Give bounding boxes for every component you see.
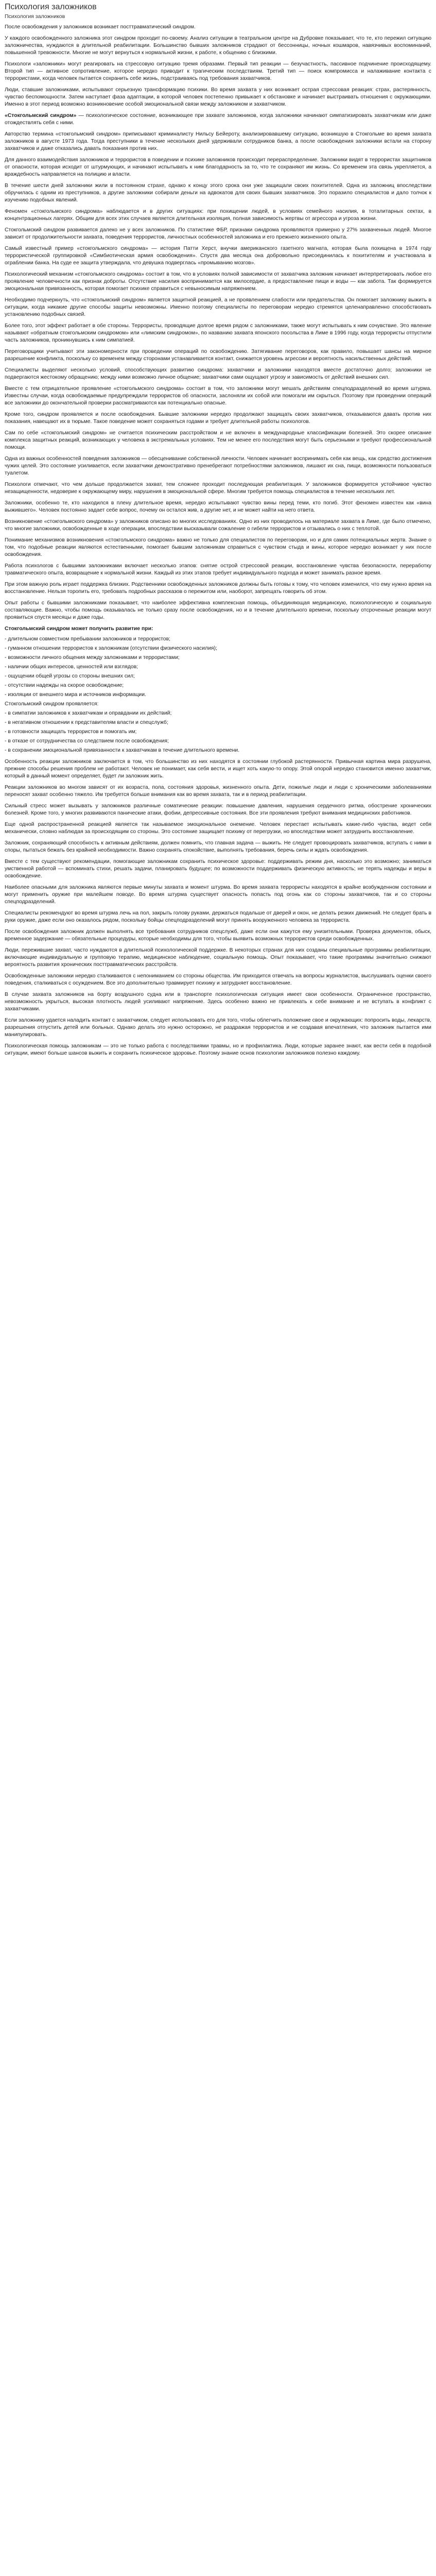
list-item: - ощущении общей угрозы со стороны внешних сил; (5, 673, 135, 679)
paragraph: Наиболее опасными для заложника являются первые минуты захвата и момент штурма. Во время захвата террористы находятся в крайне возбужденном состоянии и могут применить оружие при малейшем поводе. Во время штурма существует опасность попасть под огонь как со стороны захватчиков, так и со стороны спецподразделений. (5, 885, 431, 905)
paragraph: Кроме того, синдром проявляется и после освобождения. Бывшие заложники нередко продолжают защищать своих захватчиков, отказываются давать против них показания, навещают их в тюрьме. Такое поведение может сохраняться годами и требует длительной работы психологов. (5, 412, 431, 425)
paragraph: Психологи «заложники» могут реагировать на стрессовую ситуацию тремя образами. Первый тип реакции — безучастность, пассивное подчинение происходящему. Второй тип — активное сопротивление, которое нередко приводит к трагическим последствиям. Третий тип — поиск компромисса и налаживание контакта с террористами, когда человек пытается сохранить себе жизнь, подстраиваясь под требования захватчиков. (5, 61, 431, 81)
document-page (0, 0, 436, 1065)
page-subtitle: Психология заложников (5, 13, 65, 20)
paragraph: Вместе с тем отрицательное проявление «стокгольмского синдрома» состоит в том, что заложники могут мешать действиям спецподразделений во время штурма. Известны случаи, когда освобождаемые предупреждали террористов об опасности, заслоняли их собой или помогали им скрыться. Поэтому при проведении операций все заложники до окончательной проверки рассматриваются как потенциально опасные. (5, 386, 431, 406)
paragraph: Одна из важных особенностей поведения заложников — обесценивание собственной личности. Человек начинает воспринимать себя как вещь, как средство достижения чужих целей. Это состояние усиливается, если захватчики демонстративно пренебрегают потребностями заложников, лишают их сна, пищи, возможности пользоваться туалетом. (5, 456, 431, 476)
list-item: - в симпатии заложников к захватчикам и оправдании их действий; (5, 710, 172, 716)
paragraph: Еще одной распространенной реакцией является так называемое эмоциональное онемение. Человек перестает испытывать какие-либо чувства, ведет себя механически, словно наблюдая за происходящим со стороны. Это состояние защищает психику от перегрузки, но впоследствии может затруднить восстановление. (5, 822, 431, 835)
paragraph: В течение шести дней заложники жили в постоянном страхе, однако к концу этого срока они уже защищали своих похитителей. Одна из заложниц впоследствии обручилась с одним из преступников, а другие заложники собирали деньги на адвокатов для своих бывших захватчиков. Это поразило специалистов и дало толчок к изучению подобных явлений. (5, 183, 431, 203)
list-item: - в сохранении эмоциональной привязанности к захватчикам в течение длительного времени. (5, 748, 240, 753)
paragraph: Сам по себе «стокгольмский синдром» не считается психическим расстройством и не включен в международные классификации болезней. Это скорее описание комплекса защитных реакций, возникающих у человека в экстремальных условиях. Тем не менее его последствия могут быть серьезными и требуют профессиональной помощи. (5, 430, 431, 450)
paragraph: Заложник, сохраняющий способность к активным действиям, должен помнить, что главная задача — выжить. Не следует провоцировать захватчиков, вступать с ними в споры, пытаться бежать без крайней необходимости. Важно сохранять спокойствие, выполнять требования, беречь силы и ждать освобождения. (5, 840, 431, 853)
paragraph: Специалисты выделяют несколько условий, способствующих развитию синдрома: захватчики и заложники находятся вместе достаточно долго; заложники не подвергаются жестокому обращению; между ними возможно личное общение; захватчики сами ощущают угрозу и зависимость от действий внешних сил. (5, 367, 431, 380)
paragraph: Возникновение «стокгольмского синдрома» у заложников описано во многих исследованиях. Одно из них проводилось на материале захвата в Лиме, где было отмечено, что многие заложники, освобожденные в ходе операции, впоследствии высказывали сожаление о гибели террористов и отзывались о них с теплотой. (5, 519, 431, 532)
paragraph: При этом важную роль играет поддержка близких. Родственники освобожденных заложников должны быть готовы к тому, что человек изменился, что ему нужно время на восстановление. Нельзя торопить его, требовать подробных рассказов о пережитом или, наоборот, запрещать говорить об этом. (5, 582, 431, 595)
paragraph: Вместе с тем существуют рекомендации, помогающие заложникам сохранить психическое здоровье: поддерживать режим дня, насколько это возможно; заниматься умственной работой — вспоминать стихи, решать задачи, планировать будущее; по возможности поддерживать физическую активность; не терять надежды и веры в освобождение. (5, 859, 431, 879)
paragraph: Для данного взаимодействия заложников и террористов в поведении и психике заложников происходит перераспределение. Заложники видят в террористах защитников от опасности, которая исходит от штурмующих, и начинают испытывать к ним благодарность за то, что те сохраняют им жизнь. Со временем эта связь укрепляется, а враждебность направляется на полицию и власти. (5, 157, 431, 177)
paragraph: Стокгольмский синдром развивается далеко не у всех заложников. По статистике ФБР, признаки синдрома проявляются примерно у 27% захваченных людей. Многое зависит от продолжительности захвата, поведения террористов, личностных особенностей заложника и его прежнего жизненного опыта. (5, 227, 431, 240)
paragraph: После освобождения у заложников возникает посттравматический синдром. (5, 24, 196, 30)
list-item: - длительном совместном пребывании заложников и террористов; (5, 636, 170, 642)
paragraph: Реакции заложников во многом зависят от их возраста, пола, состояния здоровья, жизненного опыта. Дети, пожилые люди и люди с хроническими заболеваниями переносят захват особенно тяжело. Им требуется больше внимания как во время захвата, так и в период реабилитации. (5, 785, 431, 798)
paragraph: Психологический механизм «стокгольмского синдрома» состоит в том, что в условиях полной зависимости от захватчика заложник начинает интерпретировать любое его проявление человечности как признак доброты. Отсутствие насилия воспринимается как милосердие, а предоставление пищи и воды — как забота. Так формируется эмоциональная привязанность, которая помогает психике справиться с невыносимым напряжением. (5, 272, 431, 292)
paragraph: Необходимо подчеркнуть, что «стокгольмский синдром» является защитной реакцией, а не проявлением слабости или предательства. Он помогает заложнику выжить в ситуации, когда никакие другие способы защиты невозможны. Именно поэтому специалисты по переговорам нередко стремятся целенаправленно способствовать установлению подобных связей. (5, 297, 431, 317)
paragraph: Люди, ставшие заложниками, испытывают серьезную трансформацию психики. Во время захвата у них возникает острая стрессовая реакция: страх, растерянность, чувство беспомощности. Затем наступает фаза адаптации, в которой человек постепенно привыкает к обстановке и начинает выстраивать отношения с окружающими. Именно в этот период возможно возникновение особой эмоциональной связи между заложником и захватчиком. (5, 87, 431, 107)
paragraph: Психологи отмечают, что чем дольше продолжается захват, тем сложнее проходит последующая реабилитация. У заложников формируется устойчивое чувство незащищенности, недоверие к окружающему миру, нарушения в эмоциональной сфере. Многим требуется помощь специалистов в течение нескольких лет. (5, 482, 431, 495)
paragraph: Феномен «стокгольмского синдрома» наблюдается и в других ситуациях: при похищении людей, в условиях семейного насилия, в тоталитарных сектах, в концентрационных лагерях. Общим для всех этих случаев является длительная изоляция, полная зависимость жертвы от агрессора и угроза жизни. (5, 209, 431, 222)
paragraph: Если заложнику удается наладить контакт с захватчиком, следует использовать его для того, чтобы облегчить положение свое и окружающих: попросить воды, лекарств, разрешения отпустить детей или больных. Однако делать это нужно осторожно, не раздражая террористов и не создавая впечатления, что заложник пытается ими манипулировать. (5, 1018, 431, 1038)
paragraph: «Стокгольмский синдром» — психологическое состояние, возникающее при захвате заложников, когда заложники начинают симпатизировать захватчикам или даже отождествлять себя с ними. (5, 113, 431, 126)
paragraph: Работа психологов с бывшими заложниками включает несколько этапов: снятие острой стрессовой реакции, восстановление чувства безопасности, переработку травматического опыта, возвращение к нормальной жизни. Каждый из этих этапов требует индивидуального подхода и может занимать разное время. (5, 563, 431, 576)
list-item: - отсутствии надежды на скорое освобождение; (5, 683, 124, 688)
paragraph: Переговорщики учитывают эти закономерности при проведении операций по освобождению. Затягивание переговоров, как правило, повышает шансы на мирное разрешение конфликта, поскольку со временем между сторонами устанавливается контакт, снижается уровень агрессии и вероятность насильственных действий. (5, 349, 431, 362)
page-title: Психология заложников (5, 3, 97, 11)
paragraph: Понимание механизмов возникновения «стокгольмского синдрома» важно не только для специалистов по переговорам, но и для самих потенциальных жертв. Знание о том, что подобные реакции являются естественными, помогает бывшим заложникам справиться с чувством стыда и вины, которое нередко возникает у них после освобождения. (5, 537, 431, 557)
paragraph: Специалисты рекомендуют во время штурма лечь на пол, закрыть голову руками, держаться подальше от дверей и окон, не делать резких движений. Не следует брать в руки оружие, даже если оно оказалось рядом, поскольку бойцы спецподразделений могут принять вооруженного человека за террориста. (5, 910, 431, 923)
list-item: - в негативном отношении к представителям власти и спецслужб; (5, 720, 168, 725)
paragraph: Сильный стресс может вызывать у заложников различные соматические реакции: повышение давления, нарушения сердечного ритма, обострение хронических болезней. Кроме того, у многих развиваются панические атаки, фобии, депрессивные состояния. Все эти проявления требуют внимания медицинских работников. (5, 803, 431, 816)
paragraph: Психологическая помощь заложникам — это не только работа с последствиями травмы, но и профилактика. Люди, которые заранее знают, как вести себя в подобной ситуации, имеют больше шансов выжить и сохранить психическое здоровье. Поэтому знание основ психологии заложников полезно каждому. (5, 1043, 431, 1056)
list-item: - гуманном отношении террористов к заложникам (отсутствии физического насилия); (5, 646, 217, 651)
bullet-list (5, 636, 431, 754)
list-item: - в готовности защищать террористов и помогать им; (5, 729, 137, 735)
list-item: - возможности личного общения между заложниками и террористами; (5, 655, 180, 660)
paragraph: После освобождения заложник должен выполнять все требования сотрудников спецслужб, даже если они кажутся ему унизительными. Проверка документов, обыск, временное задержание — обязательные процедуры, которые необходимы для того, чтобы выявить возможных террористов среди освобожденных. (5, 929, 431, 942)
list-item: - изоляции от внешнего мира и источников информации. (5, 692, 146, 698)
paragraph: Более того, этот эффект работает в обе стороны. Террористы, проводящие долгое время рядом с заложниками, также могут испытывать к ним сочувствие. Это явление называют «обратным стокгольмским синдромом» или «лимским синдромом», по названию захвата японского посольства в Лиме в 1996 году, когда террористы отпустили часть заложников, проникнувшись к ним симпатией. (5, 323, 431, 343)
paragraph: Самый известный пример «стокгольмского синдрома» — история Патти Херст, внучки американского газетного магната, которая была похищена в 1974 году террористической группировкой «Симбиотическая армия освобождения». Спустя два месяца она добровольно присоединилась к похитителям и участвовала в ограблении банка. На суде ее защита утверждала, что девушка подверглась «промыванию мозгов». (5, 246, 431, 266)
paragraph: Особенность реакции заложников заключается в том, что большинство из них находятся в состоянии глубокой растерянности. Привычная картина мира разрушена, прежние способы решения проблем не работают. Человек не понимает, как себя вести, и ищет хоть какую-то опору. Этой опорой нередко становится именно захватчик, который в данный момент определяет, будет ли заложник жить. (5, 759, 431, 779)
paragraph: Люди, пережившие захват, часто нуждаются в длительной психологической поддержке. В некоторых странах для них созданы специальные программы реабилитации, включающие индивидуальную и групповую терапию, медицинское наблюдение, социальную помощь. Опыт показывает, что такие программы значительно снижают вероятность развития хронических посттравматических расстройств. (5, 947, 431, 968)
paragraph: У каждого освобожденного заложника этот синдром проходит по-своему. Анализ ситуации в театральном центре на Дубровке показывает, что те, кто пережил ситуацию заложничества, нуждаются в длительной реабилитации. Большинство бывших заложников страдают от бессонницы, ночных кошмаров, навязчивых воспоминаний, повышенной тревожности. Многие не могут вернуться к нормальной жизни, к работе, к общению с близкими. (5, 36, 431, 56)
paragraph: В случае захвата заложников на борту воздушного судна или в транспорте психологическая ситуация имеет свои особенности. Ограниченное пространство, невозможность укрыться, высокая плотность людей усиливают напряжение. Здесь особенно важно не привлекать к себе внимание и не вступать в конфликт с захватчиками. (5, 992, 431, 1012)
paragraph: Авторство термина «стокгольмский синдром» приписывают криминалисту Нильсу Бейероту, анализировавшему ситуацию, возникшую в Стокгольме во время захвата заложников в августе 1973 года. Тогда преступники в течение нескольких дней удерживали сотрудников банка, а после освобождения заложники встали на сторону захватчиков и даже отказались давать показания против них. (5, 131, 431, 151)
paragraph: Опыт работы с бывшими заложниками показывает, что наиболее эффективна комплексная помощь, объединяющая медицинскую, психологическую и социальную составляющие. Важно, чтобы помощь оказывалась не только сразу после освобождения, но и в течение длительного времени, поскольку отсроченные реакции могут проявиться спустя месяцы и даже годы. (5, 600, 431, 620)
paragraph: Заложники, особенно те, кто находился в плену длительное время, нередко испытывают чувство вины перед теми, кто погиб. Этот феномен известен как «вина выжившего». Человек постоянно задает себе вопрос, почему он остался жив, а другие нет, и не может найти на него ответа. (5, 500, 431, 513)
paragraph: Освобожденные заложники нередко сталкиваются с непониманием со стороны общества. Им приходится отвечать на вопросы журналистов, выслушивать оценки своего поведения, сталкиваться с осуждением. Все это дополнительно травмирует психику и затрудняет восстановление. (5, 973, 431, 986)
section-heading: Стокгольмский синдром может получить развитие при: (5, 626, 153, 632)
list-item: - в отказе от сотрудничества со следствием после освобождения; (5, 738, 169, 744)
list-item: Стокгольмский синдром проявляется: (5, 701, 99, 707)
article-body (5, 24, 431, 1057)
list-item: - наличии общих интересов, ценностей или взглядов; (5, 664, 138, 670)
